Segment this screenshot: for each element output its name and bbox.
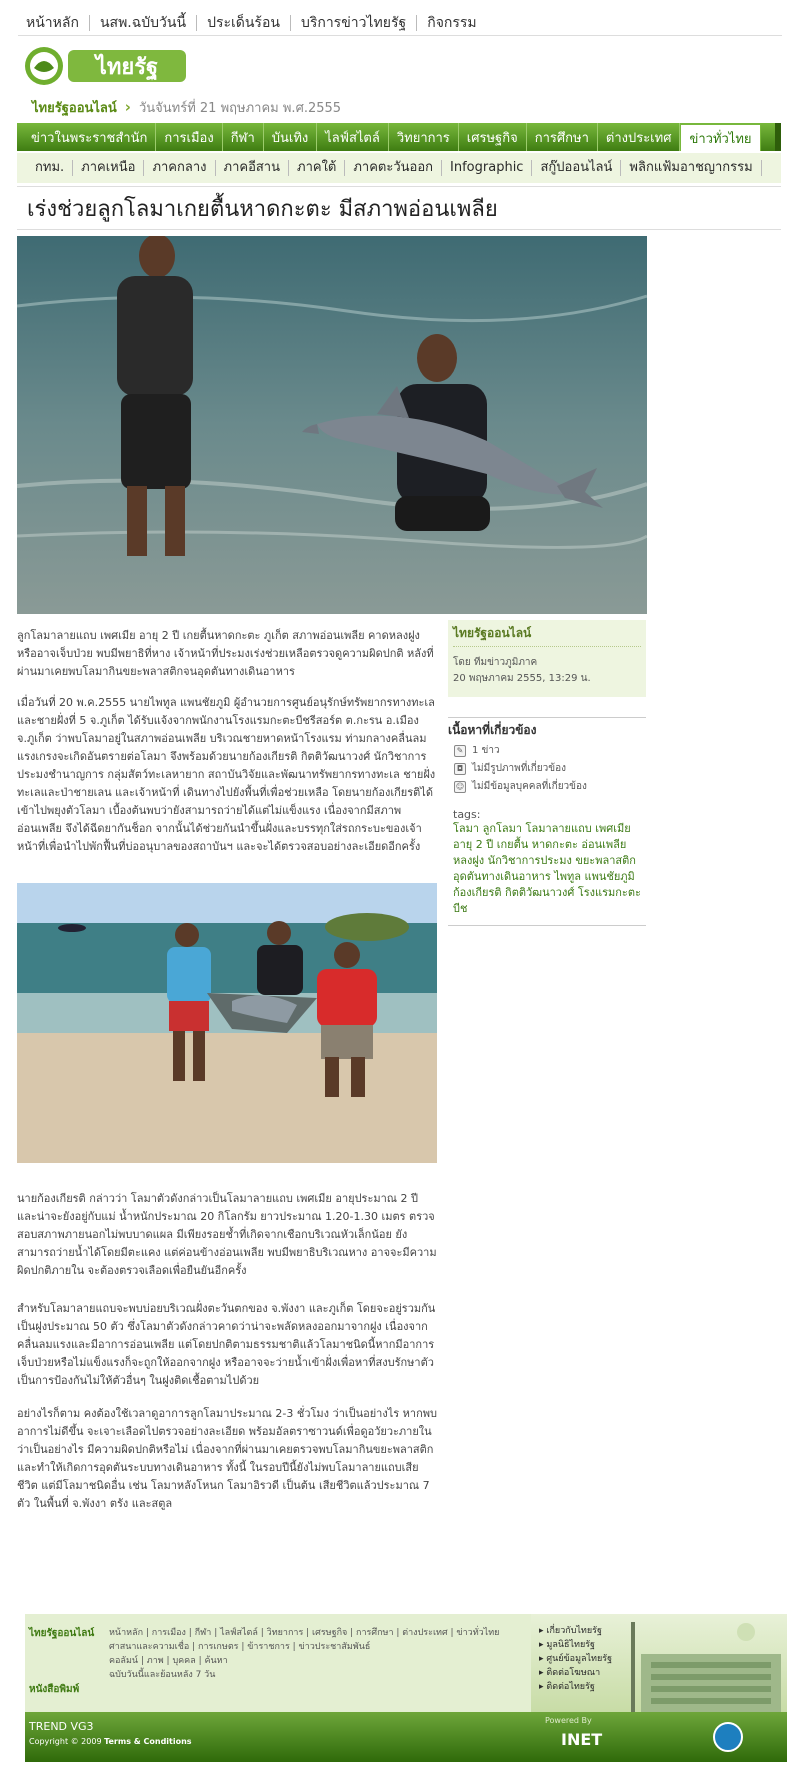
camera-icon: ◘ — [454, 763, 466, 775]
related-photos[interactable]: ◘ ไม่มีรูปภาพที่เกี่ยวข้อง — [448, 761, 646, 776]
breadcrumb-site[interactable]: ไทยรัฐออนไลน์ — [32, 100, 117, 116]
breadcrumb-date: วันจันทร์ที่ 21 พฤษภาคม พ.ศ.2555 — [138, 100, 342, 116]
footer-advertise[interactable]: ▸ ติดต่อโฆษณา — [539, 1668, 601, 1678]
source-title: ไทยรัฐออนไลน์ — [453, 624, 641, 647]
sub-nav — [17, 153, 781, 183]
subnav-scoop[interactable]: สกู๊ปออนไลน์ — [532, 160, 621, 176]
nav-economy[interactable]: เศรษฐกิจ — [459, 123, 527, 151]
nav-foreign[interactable]: ต่างประเทศ — [598, 123, 681, 151]
triangle-right-icon: ▸ — [539, 1626, 547, 1636]
article-paragraph: อย่างไรก็ตาม คงต้องใช้เวลาดูอาการลูกโลมาประมาณ 2-3 ชั่วโมง ว่าเป็นอย่างไร หากพบอาการไม่ดีขึ้น จะเจาะเลือดไปตรวจอย่างละเอียด พร้อมอัลตราซาวนด์เพื่อดูอวัยวะภายในว่าเป็นอย่างไร มีความผิดปกติหรือไม่ เนื่องจากที่ผ่านมาเคยตรวจพบโลมากินขยะพลาสติก และทำให้เกิดการอุดตันระบบทางเดินอาหาร ทั้งนี้ ในรอบปีนี้ยังไม่พบโลมาลายแถบเสียชีวิต แต่มีโลมาชนิดอื่น เช่น โลมาหลังโหนก โลมาอิรวดี เป็นต้น เสียชีวิตแล้วประมาณ 7 ตัว ในพื้นที่ จ.พังงา ตรัง และสตูล — [17, 1407, 437, 1510]
partner-logo-icon[interactable] — [713, 1722, 743, 1752]
topnav-newspaper[interactable]: นสพ.ฉบับวันนี้ — [89, 15, 196, 31]
tags-label: tags: — [453, 808, 481, 821]
footer-bar — [25, 1712, 787, 1762]
subnav-central[interactable]: ภาคกลาง — [144, 160, 215, 176]
footer-building-area — [531, 1614, 787, 1712]
tags-section — [448, 808, 646, 926]
person-icon: ☺ — [455, 781, 465, 791]
related-content — [448, 717, 646, 794]
nav-education[interactable]: การศึกษา — [527, 123, 598, 151]
related-news[interactable]: ✎ 1 ข่าว — [448, 743, 646, 758]
main-nav — [17, 123, 781, 151]
headline-bar — [17, 186, 781, 230]
logo-text: ไทยรัฐ — [95, 55, 159, 80]
subnav-bangkok[interactable]: กทม. — [27, 160, 73, 176]
byline: โดย ทีมข่าวภูมิภาค — [453, 657, 538, 668]
top-nav — [18, 10, 782, 36]
nav-entertainment[interactable]: บันเทิง — [264, 123, 318, 151]
sidebar — [448, 620, 646, 926]
article-paragraph: เมื่อวันที่ 20 พ.ค.2555 นายไพทูล แพนชัยภูมิ ผู้อำนวยการศูนย์อนุรักษ์ทรัพยากรทางทะเลและชายฝั่งที่ 5 จ.ภูเก็ต ได้รับแจ้งจากพนักงานโรงแรมกะตะบีชรีสอร์ต ต.กะรน อ.เมือง จ.ภูเก็ต ว่าพบโลมาอยู่ในสภาพอ่อนเพลีย บริเวณชายหาดหน้าโรงแรม ท่ามกลางคลื่นลมแรงเกรงจะเกิดอันตรายต่อโลมา จึงพร้อมด้วยนายก้องเกียรติ กิตติวัฒนาวงศ์ นักวิชาการประมงชำนาญการ กลุ่มสัตว์ทะเลหายาก สถาบันวิจัยและพัฒนาทรัพยากรทางทะเล ชายฝั่งทะเลและป่าชายเลน และเจ้าหน้าที่ เดินทางไปยังพื้นที่เพื่อช่วยเหลือ โดยนายก้องเกียรติได้เข้าไปพยุงตัวโลมา เบื้องต้นพบว่ายังสามารถว่ายได้แต่ไม่แข็งแรง เนื่องจากมีสภาพอ่อนเพลีย จึงได้ฉีดยากันช็อก จากนั้นได้ช่วยกันนำขึ้นฝั่งและบรรทุกใส่รถกระบะของเจ้าหน้าที่เพื่อนำไปพักฟื้นที่บ่ออนุบาลของสถาบันฯ และจะได้ตรวจสอบอย่างละเอียดอีกครั้ง — [17, 696, 436, 853]
subnav-east[interactable]: ภาคตะวันออก — [345, 160, 442, 176]
related-title: เนื้อหาที่เกี่ยวข้อง — [448, 723, 537, 737]
subnav-south[interactable]: ภาคใต้ — [289, 160, 345, 176]
related-people[interactable]: ☺ ไม่มีข้อมูลบุคคลที่เกี่ยวข้อง — [455, 781, 587, 792]
footer-links-misc[interactable]: ศาสนาและความเชื่อ | การเกษตร | ข้าราชการ | ข่าวประชาสัมพันธ์ — [109, 1642, 371, 1652]
footer-links-archive[interactable]: ฉบับวันนี้และย้อนหลัง 7 วัน — [109, 1670, 216, 1680]
copyright: Copyright © 2009 — [29, 1737, 102, 1746]
footer-info-center[interactable]: ▸ ศูนย์ข้อมูลไทยรัฐ — [539, 1654, 613, 1664]
article-info-box — [448, 620, 646, 697]
footer-newspaper-label[interactable]: หนังสือพิมพ์ — [29, 1684, 80, 1695]
topnav-hot[interactable]: ประเด็นร้อน — [196, 15, 290, 31]
subnav-north[interactable]: ภาคเหนือ — [73, 160, 144, 176]
triangle-right-icon: ▸ — [539, 1668, 547, 1678]
triangle-right-icon: ▸ — [539, 1682, 547, 1692]
footer-about[interactable]: ▸ เกี่ยวกับไทยรัฐ — [539, 1626, 602, 1636]
footer-links-area — [25, 1614, 531, 1712]
powered-by: Powered By — [545, 1716, 592, 1725]
breadcrumb — [32, 98, 341, 116]
nav-royal[interactable]: ข่าวในพระราชสำนัก — [23, 123, 156, 151]
nav-end-cap — [775, 123, 781, 151]
trend-logo[interactable]: TREND VG3 — [29, 1720, 94, 1733]
tag-list[interactable]: โลมา ลูกโลมา โลมาลายแถบ เพศเมีย อายุ 2 ปี เกยตื้น หาดกะตะ อ่อนเพลีย หลงฝูง นักวิชาการประมง ขยะพลาสติก อุดตันทางเดินอาหาร ไพทูล แพนชัยภูมิ ก้องเกียรติ กิตติวัฒนาวงศ์ โรงแรมกะตะบีช — [453, 822, 641, 915]
article-lead: ลูกโลมาลายแถบ เพศเมีย อายุ 2 ปี เกยตื้นหาดกะตะ ภูเก็ต สภาพอ่อนเพลีย คาดหลงฝูง หรืออาจเจ็บป่วย พบมีพยาธิที่หาง เจ้าหน้าที่ประมงเร่งช่วยเหลือตรวจดูความผิดปกติ หลังที่ผ่านมาเคยพบโลมากินขยะพลาสติกจนอุดตันทางเดินอาหาร — [17, 629, 434, 678]
terms-link[interactable]: Terms & Conditions — [104, 1737, 192, 1746]
dolphin-rescue-photo — [17, 236, 647, 614]
topnav-services[interactable]: บริการข่าวไทยรัฐ — [290, 15, 416, 31]
footer — [25, 1614, 787, 1764]
topnav-activities[interactable]: กิจกรรม — [416, 15, 486, 31]
triangle-right-icon: ▸ — [539, 1654, 547, 1664]
inet-logo[interactable]: INET — [561, 1730, 603, 1749]
publish-datetime: 20 พฤษภาคม 2555, 13:29 น. — [453, 673, 591, 684]
subnav-northeast[interactable]: ภาคอีสาน — [216, 160, 290, 176]
footer-site-label[interactable]: ไทยรัฐออนไลน์ — [29, 1628, 95, 1639]
subnav-crime[interactable]: พลิกแฟ้มอาชญากรรม — [621, 160, 761, 176]
nav-local[interactable]: ข่าวทั่วไทย — [680, 124, 760, 151]
chevron-right-icon: › — [124, 98, 131, 116]
footer-links-columns[interactable]: คอลัมน์ | ภาพ | บุคคล | ค้นหา — [109, 1656, 228, 1666]
nav-politics[interactable]: การเมือง — [156, 123, 222, 151]
nav-sport[interactable]: กีฬา — [223, 123, 264, 151]
nav-lifestyle[interactable]: ไลฟ์สไตล์ — [317, 123, 389, 151]
topnav-home[interactable]: หน้าหลัก — [26, 14, 79, 31]
thairath-logo[interactable] — [22, 44, 192, 88]
triangle-right-icon: ▸ — [539, 1640, 547, 1650]
footer-contact[interactable]: ▸ ติดต่อไทยรัฐ — [539, 1682, 595, 1692]
dolphin-stretcher-photo — [17, 883, 437, 1163]
article-paragraph: นายก้องเกียรติ กล่าวว่า โลมาตัวดังกล่าวเป็นโลมาลายแถบ เพศเมีย อายุประมาณ 2 ปี และน่าจะยังอยู่กับแม่ น้ำหนักประมาณ 20 กิโลกรัม ยาวประมาณ 1.20-1.30 เมตร ตรวจสอบสภาพภายนอกไม่พบบาดแผล มีเพียงรอยช้ำที่เกิดจากเชือกบริเวณหัวเล็กน้อย ยังสามารถว่ายน้ำได้โดยมีตะแคง แต่ค่อนข้างอ่อนเพลีย พบมีพยาธิบริเวณหาง อาจจะมีความผิดปกติภายใน จะต้องตรวจเลือดเพื่อยืนยันอีกครั้ง — [17, 1192, 437, 1277]
footer-foundation[interactable]: ▸ มูลนิธิไทยรัฐ — [539, 1640, 596, 1650]
page-title: เร่งช่วยลูกโลมาเกยตื้นหาดกะตะ มีสภาพอ่อนเพลีย — [27, 196, 498, 222]
news-icon: ✎ — [454, 745, 466, 757]
subnav-infographic[interactable]: Infographic — [442, 160, 532, 176]
footer-links-sections[interactable]: หน้าหลัก | การเมือง | กีฬา | ไลฟ์สไตล์ | วิทยาการ | เศรษฐกิจ | การศึกษา | ต่างประเทศ | ข่าวทั่วไทย — [109, 1628, 500, 1638]
nav-science[interactable]: วิทยาการ — [389, 123, 459, 151]
article-paragraph: สำหรับโลมาลายแถบจะพบบ่อยบริเวณฝั่งตะวันตกของ จ.พังงา และภูเก็ต โดยจะอยู่รวมกันเป็นฝูงประมาณ 50 ตัว ซึ่งโลมาตัวดังกล่าวคาดว่าน่าจะพลัดหลงออกมาจากฝูง เนื่องจากคลื่นลมแรงและมีอาการอ่อนเพลีย แต่โดยปกติตามธรรมชาติแล้วโลมาชนิดนี้หากมีอาการเจ็บป่วยหรือไม่แข็งแรงก็จะถูกให้ออกจากฝูง หรืออาจจะว่ายน้ำเข้าฝั่งเพื่อหาที่สงบรักษาตัว เป็นการป้องกันไม่ให้ตัวอื่นๆ ในฝูงติดเชื้อตามไปด้วย — [17, 1302, 436, 1387]
